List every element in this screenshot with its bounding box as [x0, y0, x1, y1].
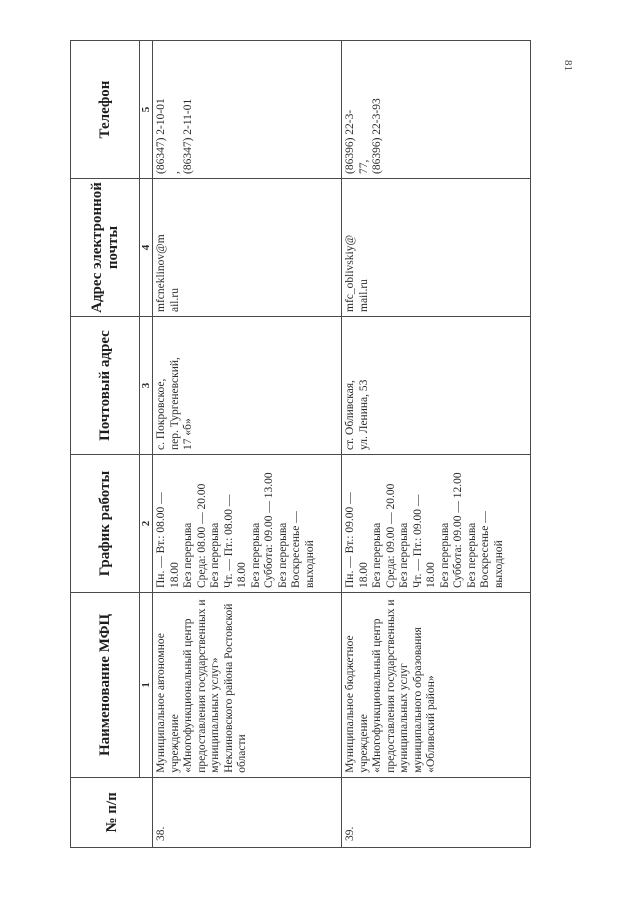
schedule-line: Без перерыва [398, 522, 410, 588]
phone-cell [342, 41, 531, 179]
email-cell [342, 179, 531, 317]
header-email: Адрес электронной почты [71, 179, 140, 317]
phone-line: (86396) 22-3-93 [371, 98, 383, 174]
header-phone: Телефон [71, 41, 140, 179]
email-line: mfc_oblivskiy@ [344, 234, 356, 312]
address-cell [153, 317, 342, 455]
row-number: 38. [153, 777, 342, 847]
email-line: mfcneklinov@m [155, 234, 167, 312]
header-name: Наименование МФЦ [71, 593, 140, 778]
schedule-line: Суббота: 09.00 — 13.00 [263, 472, 275, 588]
schedule-line: Без перерыва [371, 522, 383, 588]
schedule-line: выходной [492, 540, 505, 588]
phone-line: (86347) 2-10-01 [155, 98, 167, 174]
address-line: ул. Ленина, 53 [357, 379, 370, 450]
header-address: Почтовый адрес [71, 317, 140, 455]
schedule-line: 18.00 [357, 562, 370, 588]
mfc-name: Муниципальное бюджетное учреждение «Многофункциональный центр предоставления государственных и муниципальных услуг муниципального образования «Обливский район» [342, 593, 531, 778]
schedule-line: Воскресенье — [290, 511, 302, 588]
phone-cell [153, 41, 342, 179]
row-number: 39. [342, 777, 531, 847]
address-line: 17 «б» [182, 418, 194, 450]
email-line: mail.ru [357, 279, 370, 312]
column-number: 5 [140, 41, 153, 179]
schedule-line: выходной [303, 540, 316, 588]
schedule-cell [342, 455, 531, 593]
column-number: 1 [140, 593, 153, 778]
schedule-line: Пн. — Вт.: 08.00 — [155, 492, 167, 588]
phone-line: (86347) 2-11-01 [182, 98, 194, 174]
schedule-line: Суббота: 09.00 — 12.00 [452, 472, 464, 588]
schedule-line: Чт. — Пт.: 09.00 — [411, 494, 424, 588]
schedule-line: Без перерыва [465, 522, 478, 588]
column-number: 2 [140, 455, 153, 593]
address-line: с. Покровское, [155, 378, 167, 450]
schedule-line: 18.00 [236, 562, 248, 588]
mfc-name: Муниципальное автономное учреждение «Многофункциональный центр предоставления государственных и муниципальных услуг» Неклиновского района Ростовской области [153, 593, 342, 778]
schedule-line: Пн. — Вт.: 09.00 — [344, 492, 356, 588]
address-line: пер. Тургеневский, [168, 357, 181, 450]
schedule-line: Без перерыва [276, 522, 289, 588]
schedule-line: Без перерыва [182, 522, 194, 588]
page-number: 81 [562, 60, 574, 71]
table-row [153, 41, 342, 848]
header-schedule: График работы [71, 455, 140, 593]
mfc-table [70, 40, 531, 848]
header-row [71, 41, 140, 848]
column-number: 4 [140, 179, 153, 317]
address-line: ст. Обливская, [344, 380, 356, 450]
email-cell [153, 179, 342, 317]
schedule-line: Среда: 08.00 — 20.00 [195, 483, 208, 588]
phone-line: (86396) 22-3- [344, 109, 356, 174]
schedule-line: 18.00 [425, 562, 437, 588]
schedule-line: Без перерыва [249, 522, 262, 588]
phone-line: , [168, 171, 181, 174]
column-number-row [140, 41, 153, 848]
schedule-line: Воскресенье — [479, 511, 491, 588]
column-number: 3 [140, 317, 153, 455]
schedule-line: Среда: 09.00 — 20.00 [384, 483, 397, 588]
phone-line: 77, [357, 159, 370, 174]
schedule-line: Без перерыва [438, 522, 451, 588]
table-row [342, 41, 531, 848]
rotated-table-container [70, 40, 531, 848]
schedule-line: 18.00 [168, 562, 181, 588]
schedule-cell [153, 455, 342, 593]
email-line: ail.ru [168, 288, 181, 312]
header-number: № п/п [71, 777, 153, 847]
schedule-line: Чт. — Пт.: 08.00 — [222, 494, 235, 588]
address-cell [342, 317, 531, 455]
schedule-line: Без перерыва [209, 522, 221, 588]
